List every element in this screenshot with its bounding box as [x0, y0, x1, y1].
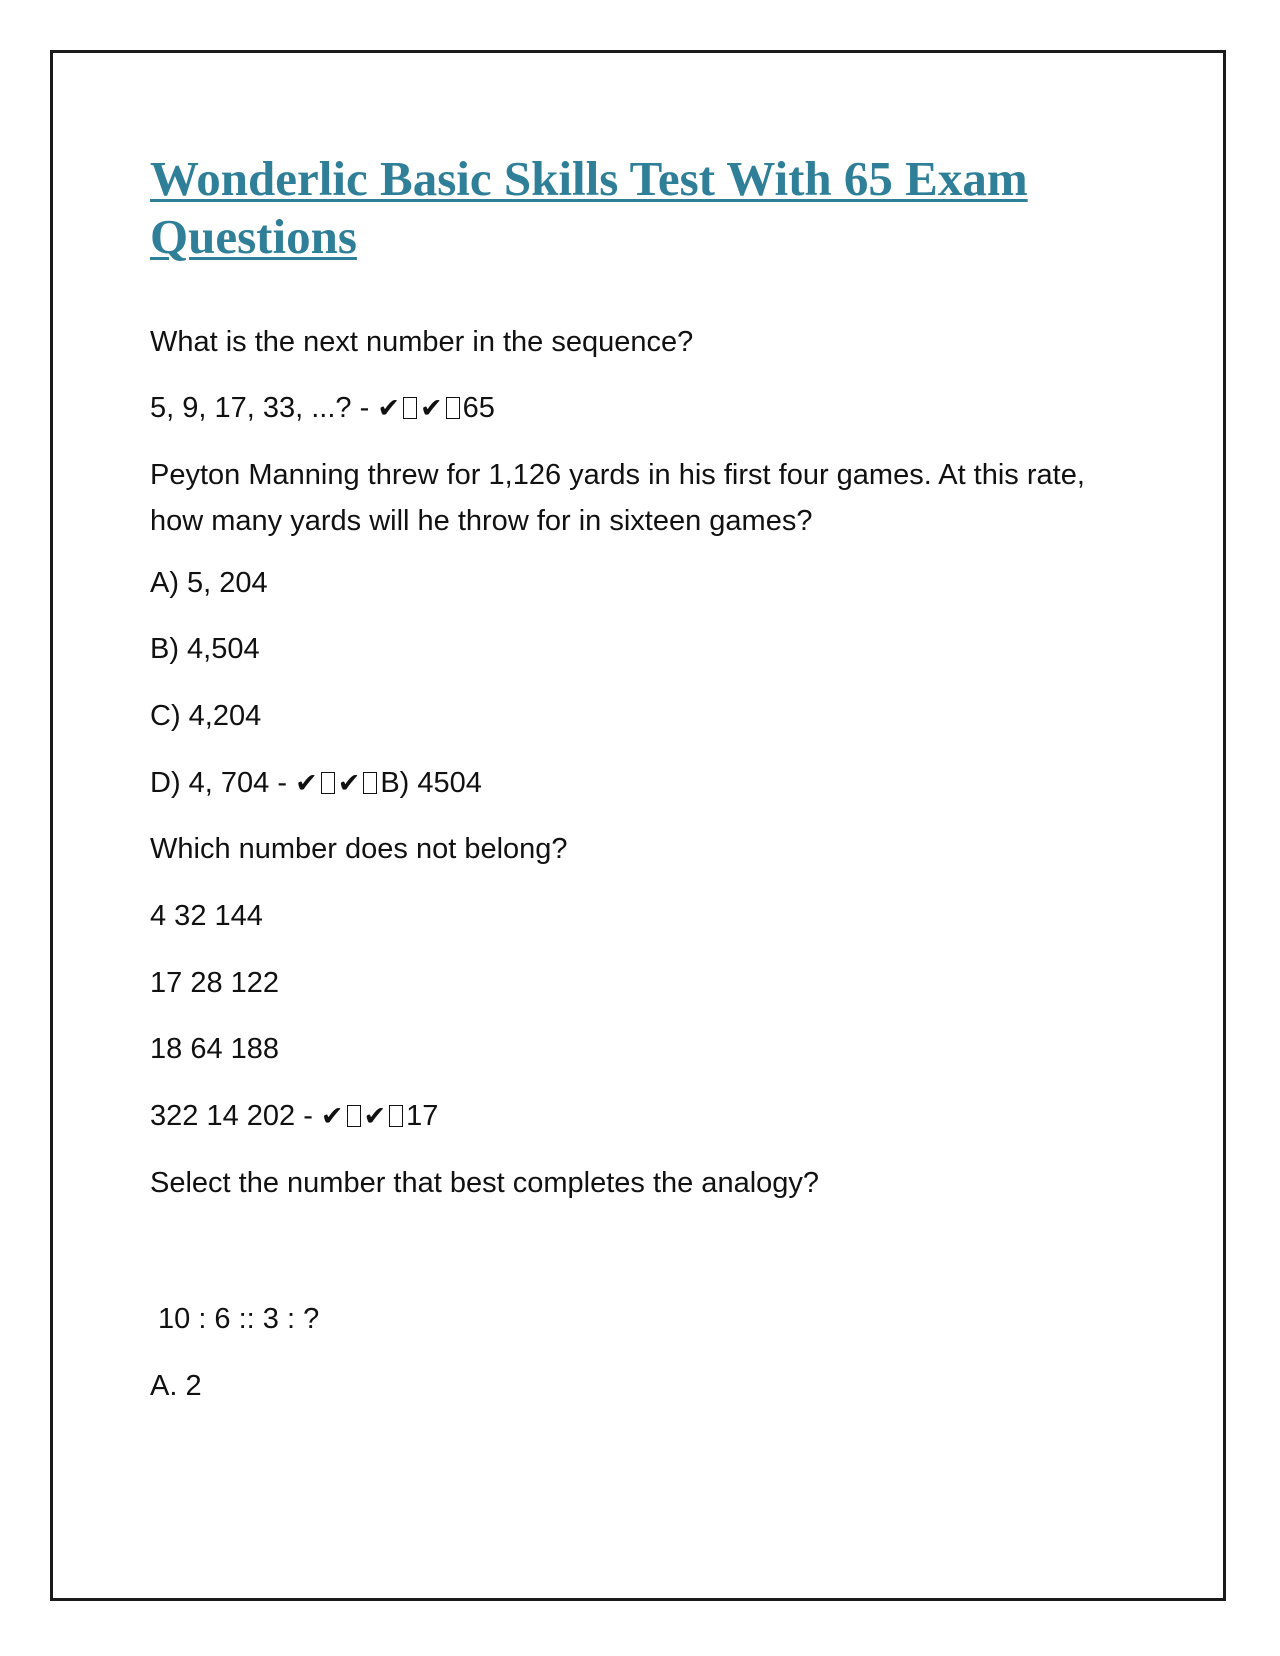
question-4-analogy: 10 : 6 :: 3 : ?	[158, 1303, 320, 1335]
question-1-text: What is the next number in the sequence?	[150, 326, 694, 358]
question-4-text: Select the number that best completes the analogy?	[150, 1167, 820, 1199]
missing-glyph-box-icon	[363, 772, 377, 794]
question-2-answer: B) 4504	[380, 767, 482, 799]
question-3-row-1: 4 32 144	[150, 900, 263, 932]
check-mark-icon: ✔	[377, 393, 400, 424]
question-4-option-a: A. 2	[150, 1370, 202, 1402]
row-4-text: 322 14 202 -	[150, 1100, 321, 1132]
question-2-option-c: C) 4,204	[150, 700, 262, 732]
missing-glyph-box-icon	[403, 397, 417, 419]
check-mark-icon: ✔	[419, 393, 443, 424]
check-mark-icon: ✔	[295, 768, 318, 799]
missing-glyph-box-icon	[321, 772, 335, 794]
question-3-row-2: 17 28 122	[150, 967, 280, 999]
missing-glyph-box-icon	[446, 397, 460, 419]
missing-glyph-box-icon	[389, 1105, 403, 1127]
check-mark-icon: ✔	[320, 1101, 344, 1132]
question-1-answer: 65	[462, 392, 495, 424]
option-d-text: D) 4, 704 -	[150, 767, 296, 799]
question-3-row-3: 18 64 188	[150, 1033, 280, 1065]
missing-glyph-box-icon	[347, 1105, 361, 1127]
question-1-sequence	[150, 385, 495, 432]
check-mark-icon: ✔	[363, 1101, 387, 1132]
question-3-text: Which number does not belong?	[150, 833, 568, 865]
sequence-text: 5, 9, 17, 33, ...? -	[150, 392, 378, 424]
question-2-option-b: B) 4,504	[150, 633, 260, 665]
question-2-text: Peyton Manning threw for 1,126 yards in his first four games. At this rate, how many yards will he throw for in sixteen games?	[150, 459, 1085, 537]
question-2-option-a: A) 5, 204	[150, 567, 268, 599]
question-3-answer: 17	[406, 1100, 439, 1132]
question-2-option-d	[150, 760, 482, 807]
question-3-row-4	[150, 1093, 438, 1140]
check-mark-icon: ✔	[337, 768, 361, 799]
document-title: Wonderlic Basic Skills Test With 65 Exam Questions	[150, 151, 1028, 264]
